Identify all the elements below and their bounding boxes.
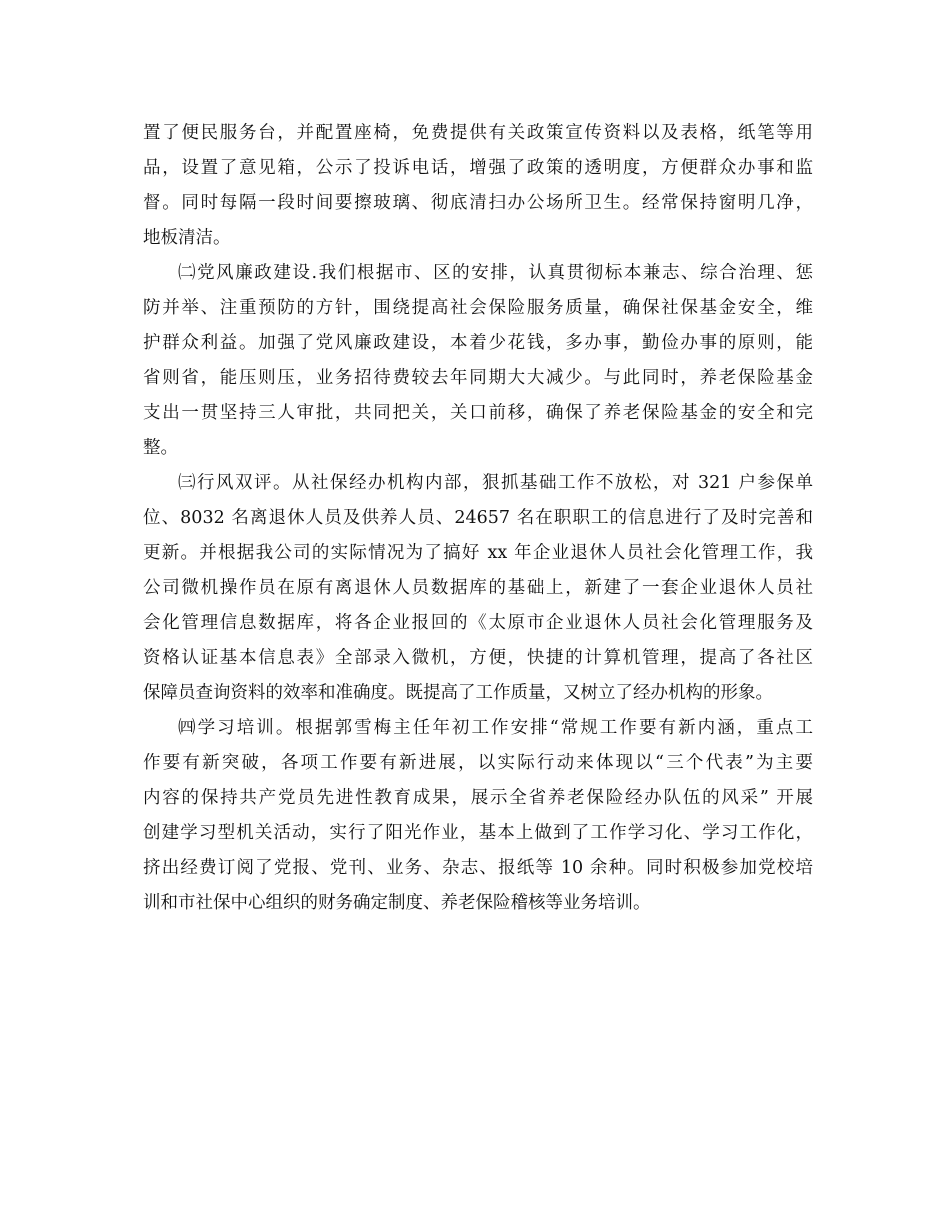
text-line: 位、8032 名离退休人员及供养人员、24657 名在职职工的信息进行了及时完善和 (143, 508, 813, 528)
text-line: 创建学习型机关活动，实行了阳光作业，基本上做到了工作学习化、学习工作化， (143, 823, 813, 843)
text-line: 支出一贯坚持三人审批，共同把关，关口前移，确保了养老保险基金的安全和完 (143, 403, 813, 423)
text-line: 品，设置了意见箱，公示了投诉电话，增强了政策的透明度，方便群众办事和监 (143, 158, 813, 178)
text-line: 保障员查询资料的效率和准确度。既提高了工作质量，又树立了经办机构的形象。 (143, 683, 773, 703)
text-line: 挤出经费订阅了党报、党刊、业务、杂志、报纸等 10 余种。同时积极参加党校培 (143, 858, 813, 878)
paragraph-2-heading-line: ㈡党风廉政建设.我们根据市、区的安排，认真贯彻标本兼志、综合治理、惩 (178, 263, 813, 283)
paragraph-3-heading-line: ㈢行风双评。从社保经办机构内部，狠抓基础工作不放松，对 321 户参保单 (178, 473, 813, 493)
text-line: 整。 (143, 438, 178, 458)
text-line: 公司微机操作员在原有离退休人员数据库的基础上，新建了一套企业退休人员社 (143, 578, 813, 598)
text-line: 内容的保持共产党员先进性教育成果，展示全省养老保险经办队伍的风采” 开展 (143, 788, 813, 808)
text-line: 地板清洁。 (143, 228, 231, 248)
text-line: 训和市社保中心组织的财务确定制度、养老保险稽核等业务培训。 (143, 893, 651, 913)
text-line: 省则省，能压则压，业务招待费较去年同期大大减少。与此同时，养老保险基金 (143, 368, 813, 388)
paragraph-4-heading-line: ㈣学习培训。根据郭雪梅主任年初工作安排“常规工作要有新内涵，重点工 (178, 718, 813, 738)
text-line: 会化管理信息数据库，将各企业报回的《太原市企业退休人员社会化管理服务及 (143, 613, 813, 633)
text-line: 置了便民服务台，并配置座椅，免费提供有关政策宣传资料以及表格，纸笔等用 (143, 123, 813, 143)
text-line: 护群众利益。加强了党风廉政建设，本着少花钱，多办事，勤俭办事的原则，能 (143, 333, 813, 353)
text-line: 督。同时每隔一段时间要擦玻璃、彻底清扫办公场所卫生。经常保持窗明几净， (143, 193, 813, 213)
text-line: 防并举、注重预防的方针，围绕提高社会保险服务质量，确保社保基金安全，维 (143, 298, 813, 318)
text-line: 资格认证基本信息表》全部录入微机，方便，快捷的计算机管理，提高了各社区 (143, 648, 813, 668)
text-line: 更新。并根据我公司的实际情况为了搞好 xx 年企业退休人员社会化管理工作，我 (143, 543, 813, 563)
body-text (143, 116, 813, 921)
text-line: 作要有新突破，各项工作要有新进展，以实际行动来体现以“三个代表”为主要 (143, 753, 813, 773)
